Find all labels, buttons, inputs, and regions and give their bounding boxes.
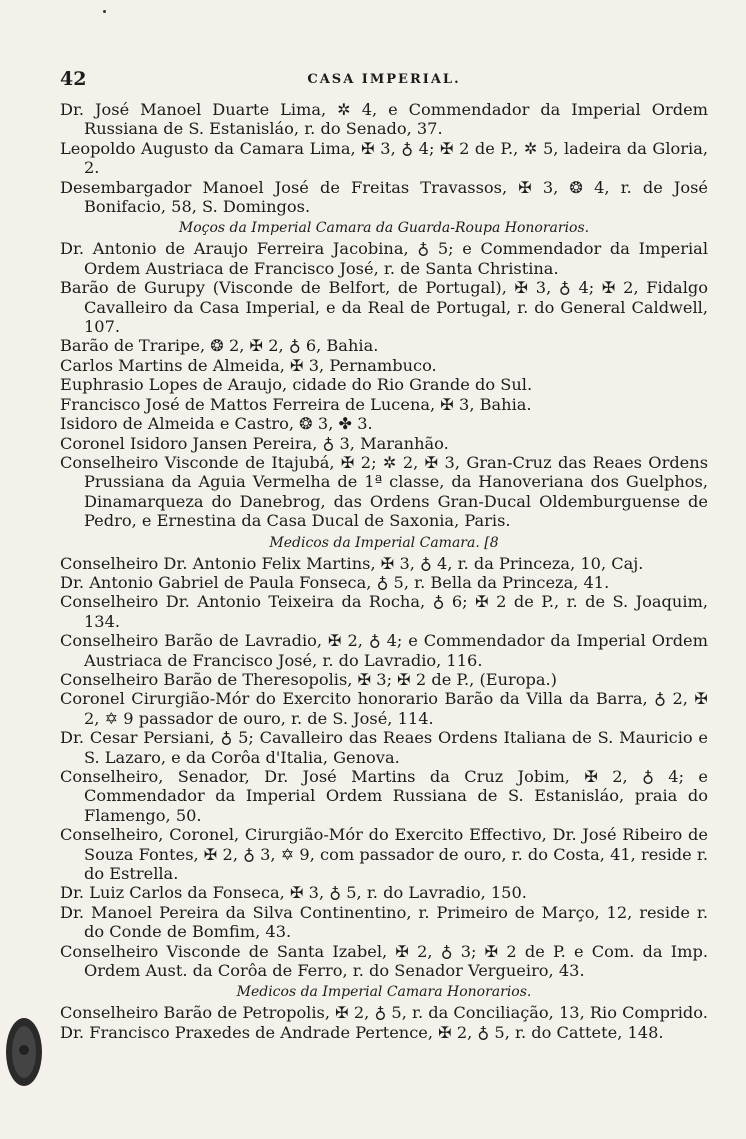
entry-paragraph: Coronel Cirurgião-Mór do Exercito honorario Barão da Villa da Barra, ♁ 2, ✠ 2, ✡ 9 passador de ouro, r. de S. José, 114. <box>60 689 708 728</box>
entry-paragraph: Conselheiro Visconde de Itajubá, ✠ 2; ✲ 2, ✠ 3, Gran-Cruz das Reaes Ordens Prussiana da Aguia Vermelha de 1ª classe, da Hanoveriana dos Guelphos, Dinamarqueza do Danebrog, das Ordens Gran-Ducal Oldemburguense de Pedro, e Ernestina da Casa Ducal de Saxonia, Paris. <box>60 452 708 531</box>
library-stamp <box>0 1010 46 1094</box>
entry-paragraph: Coronel Isidoro Jansen Pereira, ♁ 3, Maranhão. <box>60 433 449 453</box>
entry-paragraph: Barão de Gurupy (Visconde de Belfort, de Portugal), ✠ 3, ♁ 4; ✠ 2, Fidalgo Cavalleiro da Casa Imperial, e da Real de Portugal, r. do General Caldwell, 107. <box>60 278 708 337</box>
entry-paragraph: Conselheiro Dr. Antonio Felix Martins, ✠ 3, ♁ 4, r. da Princeza, 10, Caj. <box>60 553 644 573</box>
section-heading: Medicos da Imperial Camara Honorarios. <box>236 984 532 1001</box>
entry-paragraph: Conselheiro Barão de Petropolis, ✠ 2, ♁ 5, r. da Conciliação, 13, Rio Comprido. <box>60 1003 708 1023</box>
entry-paragraph: Conselheiro Barão de Lavradio, ✠ 2, ♁ 4; e Commendador da Imperial Ordem Austriaca de Francisco José, r. do Lavradio, 116. <box>60 631 708 670</box>
section-heading: Moços da Imperial Camara da Guarda-Roupa Honorarios. <box>178 220 590 237</box>
entry-paragraph: Dr. Francisco Praxedes de Andrade Pertence, ✠ 2, ♁ 5, r. do Cattete, 148. <box>60 1022 664 1042</box>
print-speck <box>103 10 106 13</box>
entry-paragraph: Francisco José de Mattos Ferreira de Lucena, ✠ 3, Bahia. <box>60 394 532 414</box>
entry-paragraph: Conselheiro Barão de Theresopolis, ✠ 3; ✠ 2 de P., (Europa.) <box>60 669 557 689</box>
page-number: 42 <box>60 68 87 90</box>
entry-paragraph: Isidoro de Almeida e Castro, ❂ 3, ✤ 3. <box>60 414 373 434</box>
entry-paragraph: Conselheiro Visconde de Santa Izabel, ✠ 2, ♁ 3; ✠ 2 de P. e Com. da Imp. Ordem Aust. da Corôa de Ferro, r. do Senador Vergueiro, 43. <box>60 941 708 981</box>
entry-paragraph: Conselheiro Dr. Antonio Teixeira da Rocha, ♁ 6; ✠ 2 de P., r. de S. Joaquim, 134. <box>60 592 708 631</box>
entry-paragraph: Dr. Manoel Pereira da Silva Continentino, r. Primeiro de Março, 12, reside r. do Conde de Bomfim, 43. <box>60 902 708 942</box>
entry-paragraph: Euphrasio Lopes de Araujo, cidade do Rio Grande do Sul. <box>60 375 533 395</box>
entry-paragraph: Carlos Martins de Almeida, ✠ 3, Pernambuco. <box>60 355 437 375</box>
page-title: CASA IMPERIAL. <box>307 72 461 87</box>
entry-paragraph: Dr. Cesar Persiani, ♁ 5; Cavalleiro das Reaes Ordens Italiana de S. Mauricio e S. Lazaro, e da Corôa d'Italia, Genova. <box>60 728 708 767</box>
entry-paragraph: Leopoldo Augusto da Camara Lima, ✠ 3, ♁ 4; ✠ 2 de P., ✲ 5, ladeira da Gloria, 2. <box>60 138 708 178</box>
entry-paragraph: Dr. José Manoel Duarte Lima, ✲ 4, e Commendador da Imperial Ordem Russiana de S. Estanisláo, r. do Senado, 37. <box>60 100 708 139</box>
entry-paragraph: Desembargador Manoel José de Freitas Travassos, ✠ 3, ❂ 4, r. de José Bonifacio, 58, S. Domingos. <box>60 177 708 217</box>
page-header <box>60 66 708 94</box>
entry-paragraph: Conselheiro, Coronel, Cirurgião-Mór do Exercito Effectivo, Dr. José Ribeiro de Souza Fontes, ✠ 2, ♁ 3, ✡ 9, com passador de ouro, r. do Costa, 41, reside r. do Estrella. <box>60 825 708 884</box>
entry-paragraph: Conselheiro, Senador, Dr. José Martins da Cruz Jobim, ✠ 2, ♁ 4; e Commendador da Imperial Ordem Russiana de S. Estanisláo, praia do Flamengo, 50. <box>60 767 708 825</box>
entry-paragraph: Dr. Antonio de Araujo Ferreira Jacobina, ♁ 5; e Commendador da Imperial Ordem Austriaca de Francisco José, r. de Santa Christina. <box>60 239 708 278</box>
entry-paragraph: Dr. Antonio Gabriel de Paula Fonseca, ♁ 5, r. Bella da Princeza, 41. <box>60 572 610 592</box>
entry-paragraph: Dr. Luiz Carlos da Fonseca, ✠ 3, ♁ 5, r. do Lavradio, 150. <box>60 883 527 903</box>
section-heading: Medicos da Imperial Camara. [8 <box>269 534 499 551</box>
page-content <box>60 100 708 1042</box>
entry-paragraph: Barão de Traripe, ❂ 2, ✠ 2, ♁ 6, Bahia. <box>60 336 379 356</box>
document-page <box>60 66 708 1042</box>
